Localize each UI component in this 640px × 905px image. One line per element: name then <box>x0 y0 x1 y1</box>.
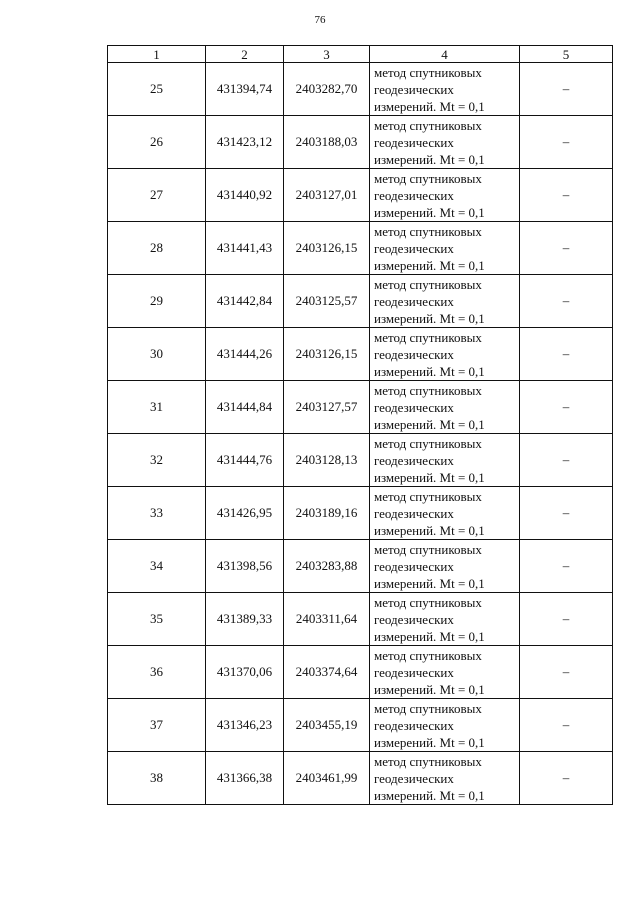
note-cell: – <box>520 381 613 434</box>
method-cell <box>370 222 520 275</box>
point-number-cell: 31 <box>108 381 206 434</box>
method-line: измерений. Mt = 0,1 <box>374 681 485 697</box>
header-row <box>108 46 613 63</box>
coordinate-y-cell: 2403311,64 <box>284 593 370 646</box>
coordinate-y-cell: 2403126,15 <box>284 222 370 275</box>
coordinates-table <box>107 45 613 805</box>
method-cell <box>370 646 520 699</box>
method-cell <box>370 63 520 116</box>
point-number-cell: 38 <box>108 752 206 805</box>
coordinate-y-cell: 2403128,13 <box>284 434 370 487</box>
method-cell <box>370 169 520 222</box>
header-cell-4: 4 <box>370 46 520 63</box>
coordinate-x-cell: 431444,76 <box>206 434 284 487</box>
method-cell <box>370 116 520 169</box>
method-line: метод спутниковых <box>374 647 482 663</box>
method-line: метод спутниковых <box>374 435 482 451</box>
header-cell-2: 2 <box>206 46 284 63</box>
coordinate-y-cell: 2403461,99 <box>284 752 370 805</box>
table-header <box>108 46 613 63</box>
coordinate-x-cell: 431440,92 <box>206 169 284 222</box>
coordinate-y-cell: 2403125,57 <box>284 275 370 328</box>
coordinate-x-cell: 431426,95 <box>206 487 284 540</box>
method-line: метод спутниковых <box>374 753 482 769</box>
point-number-cell: 29 <box>108 275 206 328</box>
method-line: геодезических <box>374 770 454 786</box>
method-cell <box>370 593 520 646</box>
table-row <box>108 487 613 540</box>
table-row <box>108 752 613 805</box>
point-number-cell: 37 <box>108 699 206 752</box>
note-cell: – <box>520 699 613 752</box>
coordinate-y-cell: 2403282,70 <box>284 63 370 116</box>
note-cell: – <box>520 540 613 593</box>
method-line: измерений. Mt = 0,1 <box>374 469 485 485</box>
method-line: метод спутниковых <box>374 488 482 504</box>
table-row <box>108 434 613 487</box>
method-cell <box>370 487 520 540</box>
coordinate-y-cell: 2403188,03 <box>284 116 370 169</box>
point-number-cell: 27 <box>108 169 206 222</box>
method-line: измерений. Mt = 0,1 <box>374 363 485 379</box>
method-line: метод спутниковых <box>374 64 482 80</box>
coordinate-x-cell: 431441,43 <box>206 222 284 275</box>
method-line: измерений. Mt = 0,1 <box>374 151 485 167</box>
method-line: геодезических <box>374 293 454 309</box>
coordinate-y-cell: 2403455,19 <box>284 699 370 752</box>
point-number-cell: 36 <box>108 646 206 699</box>
method-cell <box>370 540 520 593</box>
method-cell <box>370 275 520 328</box>
method-line: измерений. Mt = 0,1 <box>374 204 485 220</box>
method-cell <box>370 699 520 752</box>
method-cell <box>370 752 520 805</box>
header-cell-1: 1 <box>108 46 206 63</box>
table-row <box>108 63 613 116</box>
point-number-cell: 26 <box>108 116 206 169</box>
note-cell: – <box>520 63 613 116</box>
method-line: геодезических <box>374 717 454 733</box>
method-line: измерений. Mt = 0,1 <box>374 522 485 538</box>
method-cell <box>370 328 520 381</box>
header-cell-3: 3 <box>284 46 370 63</box>
note-cell: – <box>520 222 613 275</box>
page-number: 76 <box>314 14 326 26</box>
method-line: геодезических <box>374 399 454 415</box>
coordinate-y-cell: 2403126,15 <box>284 328 370 381</box>
method-line: метод спутниковых <box>374 594 482 610</box>
header-cell-5: 5 <box>520 46 613 63</box>
note-cell: – <box>520 434 613 487</box>
method-line: геодезических <box>374 134 454 150</box>
method-line: измерений. Mt = 0,1 <box>374 628 485 644</box>
point-number-cell: 35 <box>108 593 206 646</box>
note-cell: – <box>520 275 613 328</box>
method-line: метод спутниковых <box>374 329 482 345</box>
note-cell: – <box>520 116 613 169</box>
method-line: геодезических <box>374 240 454 256</box>
method-line: геодезических <box>374 505 454 521</box>
method-line: метод спутниковых <box>374 276 482 292</box>
method-line: измерений. Mt = 0,1 <box>374 787 485 803</box>
coordinate-x-cell: 431346,23 <box>206 699 284 752</box>
method-line: геодезических <box>374 81 454 97</box>
note-cell: – <box>520 487 613 540</box>
table-row <box>108 540 613 593</box>
coordinate-y-cell: 2403374,64 <box>284 646 370 699</box>
coordinate-x-cell: 431423,12 <box>206 116 284 169</box>
point-number-cell: 32 <box>108 434 206 487</box>
coordinate-x-cell: 431442,84 <box>206 275 284 328</box>
note-cell: – <box>520 752 613 805</box>
point-number-cell: 28 <box>108 222 206 275</box>
coordinate-x-cell: 431389,33 <box>206 593 284 646</box>
point-number-cell: 30 <box>108 328 206 381</box>
point-number-cell: 33 <box>108 487 206 540</box>
method-line: геодезических <box>374 452 454 468</box>
method-line: измерений. Mt = 0,1 <box>374 257 485 273</box>
table-row <box>108 381 613 434</box>
table-row <box>108 116 613 169</box>
method-cell <box>370 434 520 487</box>
method-line: метод спутниковых <box>374 117 482 133</box>
method-line: геодезических <box>374 558 454 574</box>
method-line: метод спутниковых <box>374 170 482 186</box>
note-cell: – <box>520 169 613 222</box>
coordinate-x-cell: 431444,26 <box>206 328 284 381</box>
note-cell: – <box>520 593 613 646</box>
table-row <box>108 222 613 275</box>
method-line: метод спутниковых <box>374 700 482 716</box>
coordinate-x-cell: 431394,74 <box>206 63 284 116</box>
coordinate-x-cell: 431444,84 <box>206 381 284 434</box>
table-row <box>108 646 613 699</box>
method-line: геодезических <box>374 187 454 203</box>
method-line: измерений. Mt = 0,1 <box>374 416 485 432</box>
method-line: измерений. Mt = 0,1 <box>374 734 485 750</box>
coordinate-y-cell: 2403283,88 <box>284 540 370 593</box>
table-row <box>108 328 613 381</box>
table-row <box>108 275 613 328</box>
method-line: измерений. Mt = 0,1 <box>374 310 485 326</box>
note-cell: – <box>520 646 613 699</box>
coordinate-y-cell: 2403127,01 <box>284 169 370 222</box>
method-line: метод спутниковых <box>374 382 482 398</box>
coordinate-x-cell: 431370,06 <box>206 646 284 699</box>
table-body <box>108 63 613 805</box>
point-number-cell: 25 <box>108 63 206 116</box>
method-line: геодезических <box>374 611 454 627</box>
table-row <box>108 699 613 752</box>
method-cell <box>370 381 520 434</box>
method-line: геодезических <box>374 346 454 362</box>
coordinate-x-cell: 431398,56 <box>206 540 284 593</box>
method-line: метод спутниковых <box>374 541 482 557</box>
method-line: метод спутниковых <box>374 223 482 239</box>
method-line: измерений. Mt = 0,1 <box>374 575 485 591</box>
method-line: геодезических <box>374 664 454 680</box>
coordinate-y-cell: 2403189,16 <box>284 487 370 540</box>
method-line: измерений. Mt = 0,1 <box>374 98 485 114</box>
point-number-cell: 34 <box>108 540 206 593</box>
table-row <box>108 593 613 646</box>
coordinate-y-cell: 2403127,57 <box>284 381 370 434</box>
note-cell: – <box>520 328 613 381</box>
table-row <box>108 169 613 222</box>
coordinate-x-cell: 431366,38 <box>206 752 284 805</box>
